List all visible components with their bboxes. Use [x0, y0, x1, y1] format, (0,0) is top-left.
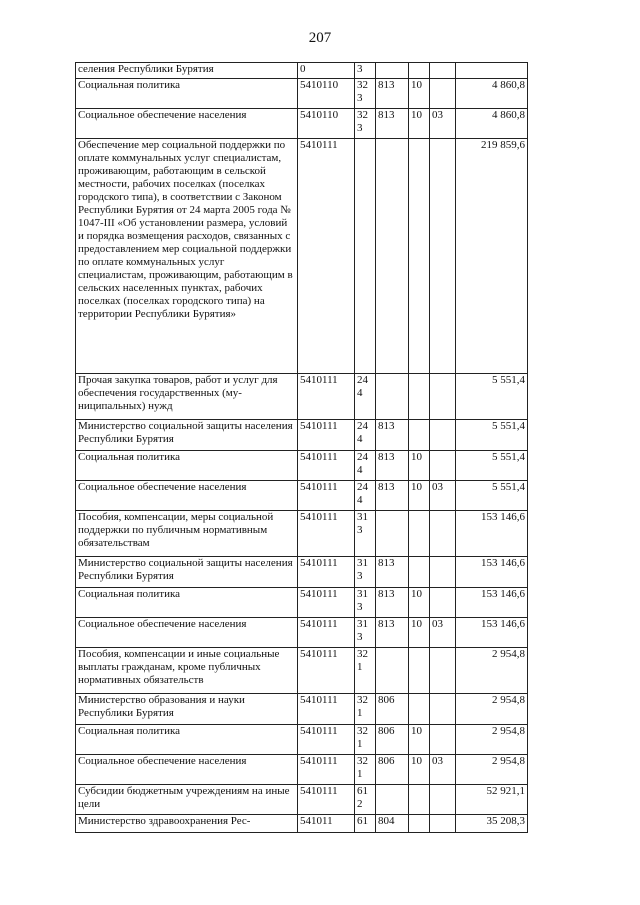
section-cell: 10 — [409, 481, 430, 511]
administrator-code-cell: 813 — [376, 109, 409, 139]
row-name-cell: селения Республики Бурятия — [76, 63, 298, 79]
section-cell — [409, 694, 430, 725]
row-name-cell: Министерство здравоохранения Рес- — [76, 815, 298, 833]
subsection-cell — [430, 785, 456, 815]
page-number: 207 — [308, 30, 332, 46]
row-name-cell: Министерство социальной защиты населения Республики Бурятия — [76, 557, 298, 588]
section-cell — [409, 420, 430, 451]
table-row — [76, 79, 528, 109]
expense-type-cell: 313 — [355, 588, 376, 618]
expense-type-cell: 321 — [355, 725, 376, 755]
administrator-code-cell: 813 — [376, 481, 409, 511]
table-row — [76, 815, 528, 833]
table-row — [76, 648, 528, 694]
subsection-cell — [430, 694, 456, 725]
target-article-cell: 5410111 — [298, 618, 355, 648]
administrator-code-cell: 813 — [376, 451, 409, 481]
amount-cell: 2 954,8 — [456, 694, 528, 725]
row-name-cell: Социальное обеспечение населения — [76, 618, 298, 648]
table-row — [76, 374, 528, 420]
subsection-cell — [430, 588, 456, 618]
target-article-cell: 5410111 — [298, 511, 355, 557]
target-article-cell: 5410111 — [298, 648, 355, 694]
section-cell — [409, 63, 430, 79]
expense-type-cell: 61 — [355, 815, 376, 833]
table-row — [76, 511, 528, 557]
expense-type-cell — [355, 139, 376, 374]
amount-cell: 5 551,4 — [456, 481, 528, 511]
expense-type-cell: 323 — [355, 109, 376, 139]
section-cell — [409, 785, 430, 815]
subsection-cell — [430, 63, 456, 79]
administrator-code-cell — [376, 785, 409, 815]
target-article-cell: 5410111 — [298, 451, 355, 481]
subsection-cell — [430, 451, 456, 481]
table-row — [76, 588, 528, 618]
amount-cell: 153 146,6 — [456, 511, 528, 557]
amount-cell: 4 860,8 — [456, 79, 528, 109]
amount-cell: 5 551,4 — [456, 451, 528, 481]
administrator-code-cell: 813 — [376, 618, 409, 648]
administrator-code-cell: 813 — [376, 79, 409, 109]
amount-cell: 153 146,6 — [456, 557, 528, 588]
amount-cell — [456, 63, 528, 79]
amount-cell: 153 146,6 — [456, 588, 528, 618]
subsection-cell — [430, 648, 456, 694]
amount-cell: 5 551,4 — [456, 420, 528, 451]
amount-cell: 153 146,6 — [456, 618, 528, 648]
amount-cell: 52 921,1 — [456, 785, 528, 815]
budget-table — [75, 62, 528, 833]
row-name-cell: Министерство социальной защиты населения Республики Бурятия — [76, 420, 298, 451]
table-row — [76, 451, 528, 481]
row-name-cell: Социальная политика — [76, 725, 298, 755]
administrator-code-cell: 804 — [376, 815, 409, 833]
expense-type-cell: 3 — [355, 63, 376, 79]
administrator-code-cell: 813 — [376, 588, 409, 618]
table-row — [76, 420, 528, 451]
amount-cell: 35 208,3 — [456, 815, 528, 833]
amount-cell: 5 551,4 — [456, 374, 528, 420]
administrator-code-cell — [376, 63, 409, 79]
table-row — [76, 725, 528, 755]
target-article-cell: 5410111 — [298, 420, 355, 451]
subsection-cell — [430, 374, 456, 420]
amount-cell: 2 954,8 — [456, 725, 528, 755]
administrator-code-cell: 806 — [376, 694, 409, 725]
table-row — [76, 109, 528, 139]
section-cell: 10 — [409, 725, 430, 755]
administrator-code-cell — [376, 139, 409, 374]
subsection-cell — [430, 815, 456, 833]
expense-type-cell: 244 — [355, 451, 376, 481]
expense-type-cell: 313 — [355, 618, 376, 648]
row-name-cell: Прочая закупка товаров, работ и услуг для обеспечения государственных (муниципальных) нужд — [76, 374, 298, 420]
row-name-cell: Пособия, компенсации, меры социальной поддержки по публичным нормативным обязательствам — [76, 511, 298, 557]
subsection-cell: 03 — [430, 109, 456, 139]
target-article-cell: 5410111 — [298, 374, 355, 420]
table-row — [76, 785, 528, 815]
target-article-cell: 5410111 — [298, 481, 355, 511]
section-cell: 10 — [409, 588, 430, 618]
target-article-cell: 5410110 — [298, 109, 355, 139]
target-article-cell: 5410111 — [298, 694, 355, 725]
amount-cell: 2 954,8 — [456, 648, 528, 694]
expense-type-cell: 244 — [355, 374, 376, 420]
target-article-cell: 5410110 — [298, 79, 355, 109]
table-row — [76, 481, 528, 511]
administrator-code-cell — [376, 511, 409, 557]
administrator-code-cell — [376, 648, 409, 694]
expense-type-cell: 612 — [355, 785, 376, 815]
target-article-cell: 5410111 — [298, 785, 355, 815]
subsection-cell — [430, 139, 456, 374]
subsection-cell — [430, 79, 456, 109]
target-article-cell: 541011 — [298, 815, 355, 833]
target-article-cell: 5410111 — [298, 588, 355, 618]
section-cell: 10 — [409, 109, 430, 139]
table-row — [76, 755, 528, 785]
row-name-cell: Социальная политика — [76, 588, 298, 618]
expense-type-cell: 321 — [355, 648, 376, 694]
section-cell: 10 — [409, 451, 430, 481]
section-cell — [409, 557, 430, 588]
row-name-cell: Социальная политика — [76, 451, 298, 481]
expense-type-cell: 323 — [355, 79, 376, 109]
table-row — [76, 63, 528, 79]
section-cell: 10 — [409, 755, 430, 785]
row-name-cell: Субсидии бюджетным учреждениям на иные цели — [76, 785, 298, 815]
section-cell: 10 — [409, 618, 430, 648]
subsection-cell — [430, 557, 456, 588]
subsection-cell: 03 — [430, 618, 456, 648]
expense-type-cell: 313 — [355, 511, 376, 557]
expense-type-cell: 321 — [355, 694, 376, 725]
administrator-code-cell — [376, 374, 409, 420]
target-article-cell: 5410111 — [298, 755, 355, 785]
row-name-cell: Социальное обеспечение населения — [76, 481, 298, 511]
subsection-cell: 03 — [430, 755, 456, 785]
subsection-cell: 03 — [430, 481, 456, 511]
row-name-cell: Социальное обеспечение населения — [76, 109, 298, 139]
row-name-cell: Социальное обеспечение населения — [76, 755, 298, 785]
section-cell — [409, 815, 430, 833]
table-row — [76, 139, 528, 374]
row-name-cell: Социальная политика — [76, 79, 298, 109]
section-cell — [409, 648, 430, 694]
target-article-cell: 5410111 — [298, 557, 355, 588]
expense-type-cell: 313 — [355, 557, 376, 588]
table-row — [76, 557, 528, 588]
target-article-cell: 0 — [298, 63, 355, 79]
amount-cell: 4 860,8 — [456, 109, 528, 139]
section-cell: 10 — [409, 79, 430, 109]
section-cell — [409, 139, 430, 374]
amount-cell: 219 859,6 — [456, 139, 528, 374]
amount-cell: 2 954,8 — [456, 755, 528, 785]
section-cell — [409, 374, 430, 420]
subsection-cell — [430, 725, 456, 755]
subsection-cell — [430, 511, 456, 557]
administrator-code-cell: 813 — [376, 557, 409, 588]
section-cell — [409, 511, 430, 557]
table-row — [76, 618, 528, 648]
row-name-cell: Пособия, компенсации и иные социальные выплаты гражданам, кроме публичных нормативных обязательств — [76, 648, 298, 694]
administrator-code-cell: 806 — [376, 725, 409, 755]
target-article-cell: 5410111 — [298, 725, 355, 755]
row-name-cell: Министерство образования и науки Республики Бурятия — [76, 694, 298, 725]
expense-type-cell: 321 — [355, 755, 376, 785]
target-article-cell: 5410111 — [298, 139, 355, 374]
expense-type-cell: 244 — [355, 420, 376, 451]
subsection-cell — [430, 420, 456, 451]
row-name-cell: Обеспечение мер социальной поддержки по оплате коммунальных услуг специалистам, проживающим, работающим в сельской местности, рабочих поселках (поселках городского типа), в соответствии с Законом Республики Бурятия от 24 марта 2005 года № 1047-III «Об установлении размера, условий и порядка возмещения расходов, связанных с предоставлением мер социальной поддержки по оплате коммунальных услуг специалистам, проживающим, работающим в сельских населенных пунктах, рабочих поселках (поселках городского типа) на территории Республики Бурятия» — [76, 139, 298, 374]
administrator-code-cell: 813 — [376, 420, 409, 451]
administrator-code-cell: 806 — [376, 755, 409, 785]
expense-type-cell: 244 — [355, 481, 376, 511]
table-row — [76, 694, 528, 725]
